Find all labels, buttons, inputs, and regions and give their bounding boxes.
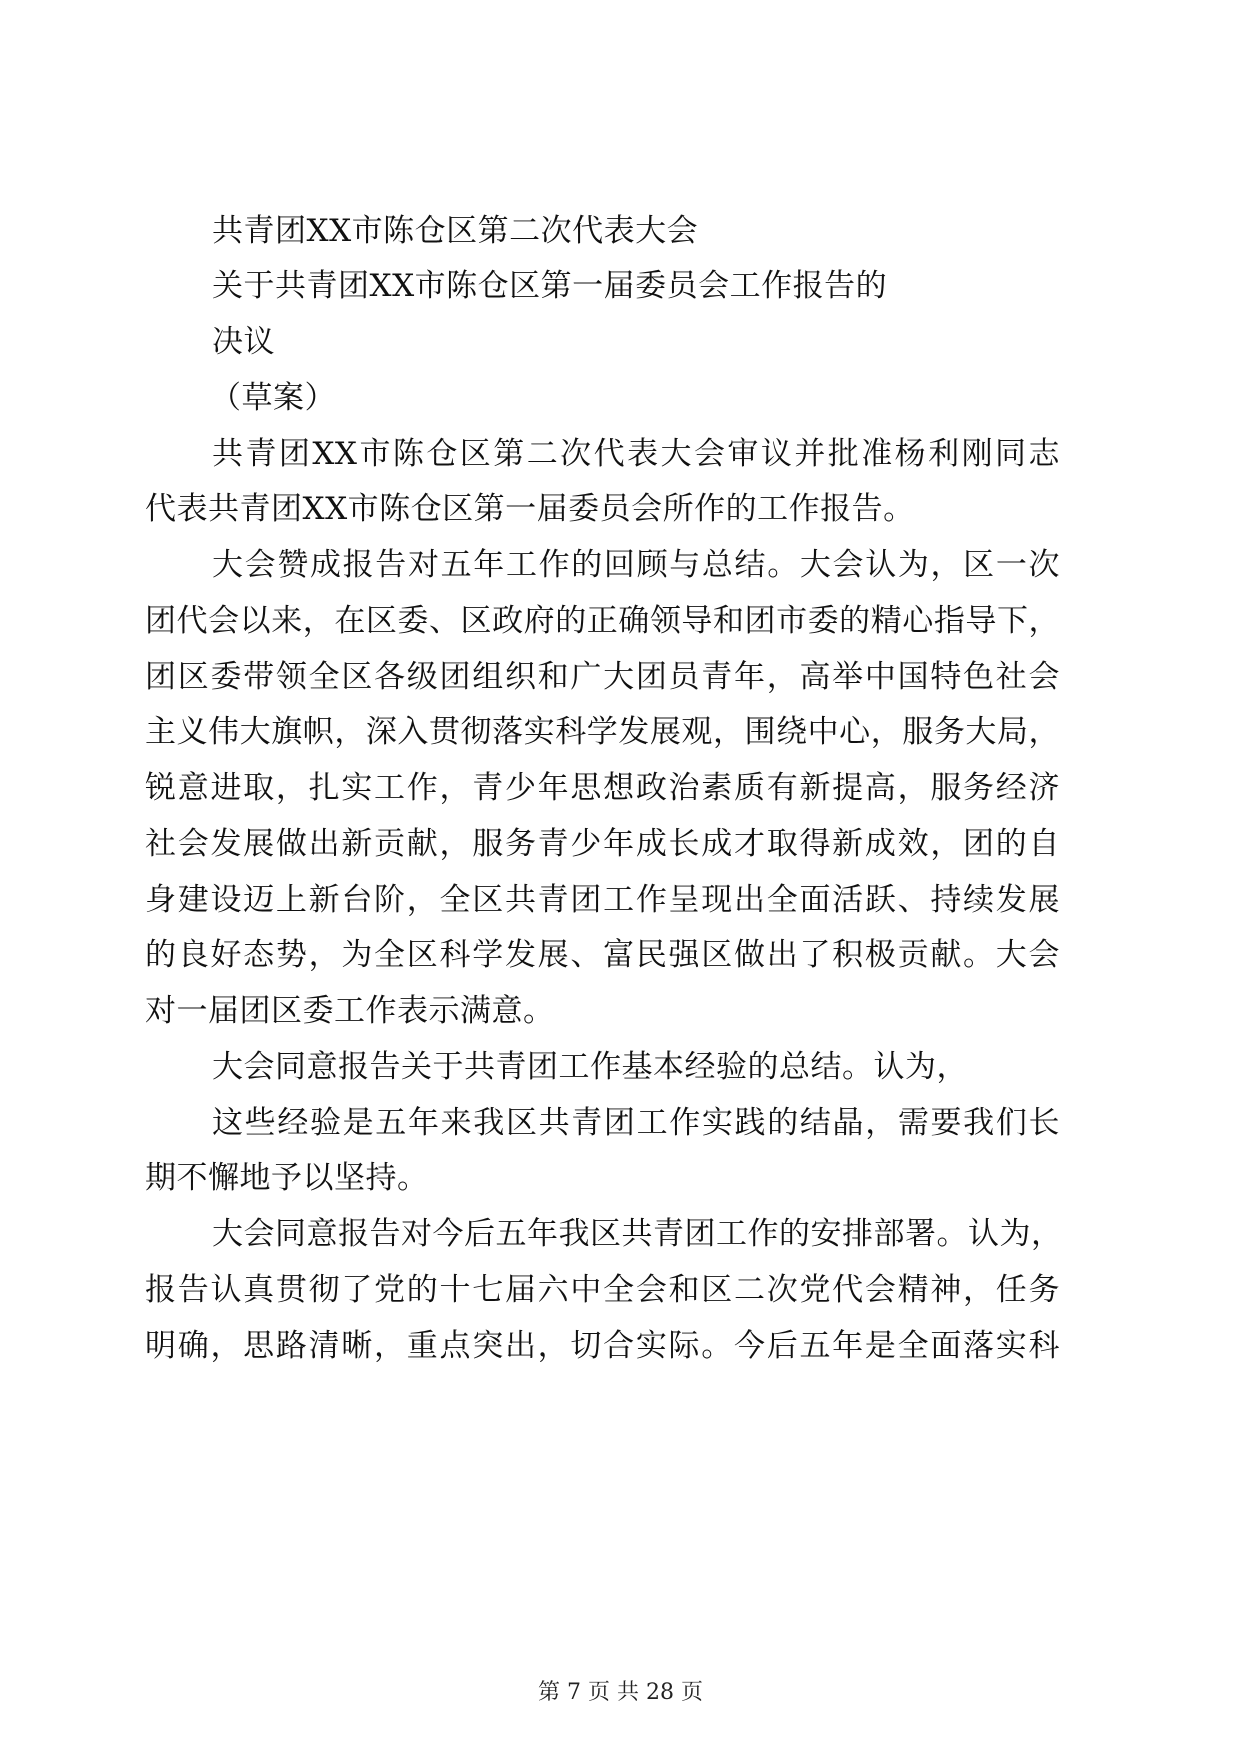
heading-line-4: （草案）: [210, 380, 336, 416]
heading-line-1: 共青团XX市陈仓区第二次代表大会: [212, 213, 699, 249]
body-line-17: 明确，思路清晰，重点突出，切合实际。今后五年是全面落实科: [145, 1328, 1060, 1364]
body-line-12: 大会同意报告关于共青团工作基本经验的总结。认为，: [212, 1049, 968, 1085]
body-line-8: 社会发展做出新贡献，服务青少年成长成才取得新成效，团的自: [145, 826, 1060, 862]
heading-line-3: 决议: [212, 324, 275, 360]
body-line-14: 期不懈地予以坚持。: [145, 1160, 429, 1196]
body-line-9: 身建设迈上新台阶，全区共青团工作呈现出全面活跃、持续发展: [145, 882, 1060, 918]
body-line-3: 大会赞成报告对五年工作的回顾与总结。大会认为，区一次: [212, 547, 1060, 583]
body-line-16: 报告认真贯彻了党的十七届六中全会和区二次党代会精神，任务: [145, 1272, 1060, 1308]
body-line-7: 锐意进取，扎实工作，青少年思想政治素质有新提高，服务经济: [145, 770, 1060, 806]
body-line-1: 共青团XX市陈仓区第二次代表大会审议并批准杨利刚同志: [212, 436, 1060, 472]
heading-line-2: 关于共青团XX市陈仓区第一届委员会工作报告的: [212, 268, 888, 304]
body-line-6: 主义伟大旗帜，深入贯彻落实科学发展观，围绕中心，服务大局，: [145, 714, 1060, 750]
body-line-11: 对一届团区委工作表示满意。: [145, 993, 555, 1029]
body-line-2: 代表共青团XX市陈仓区第一届委员会所作的工作报告。: [145, 491, 915, 527]
page-number: 第 7 页 共 28 页: [538, 1680, 703, 1705]
body-line-15: 大会同意报告对今后五年我区共青团工作的安排部署。认为，: [212, 1216, 1063, 1252]
body-line-4: 团代会以来，在区委、区政府的正确领导和团市委的精心指导下，: [145, 603, 1060, 639]
body-line-5: 团区委带领全区各级团组织和广大团员青年，高举中国特色社会: [145, 659, 1060, 695]
body-line-13: 这些经验是五年来我区共青团工作实践的结晶，需要我们长: [212, 1105, 1060, 1141]
body-line-10: 的良好态势，为全区科学发展、富民强区做出了积极贡献。大会: [145, 937, 1060, 973]
